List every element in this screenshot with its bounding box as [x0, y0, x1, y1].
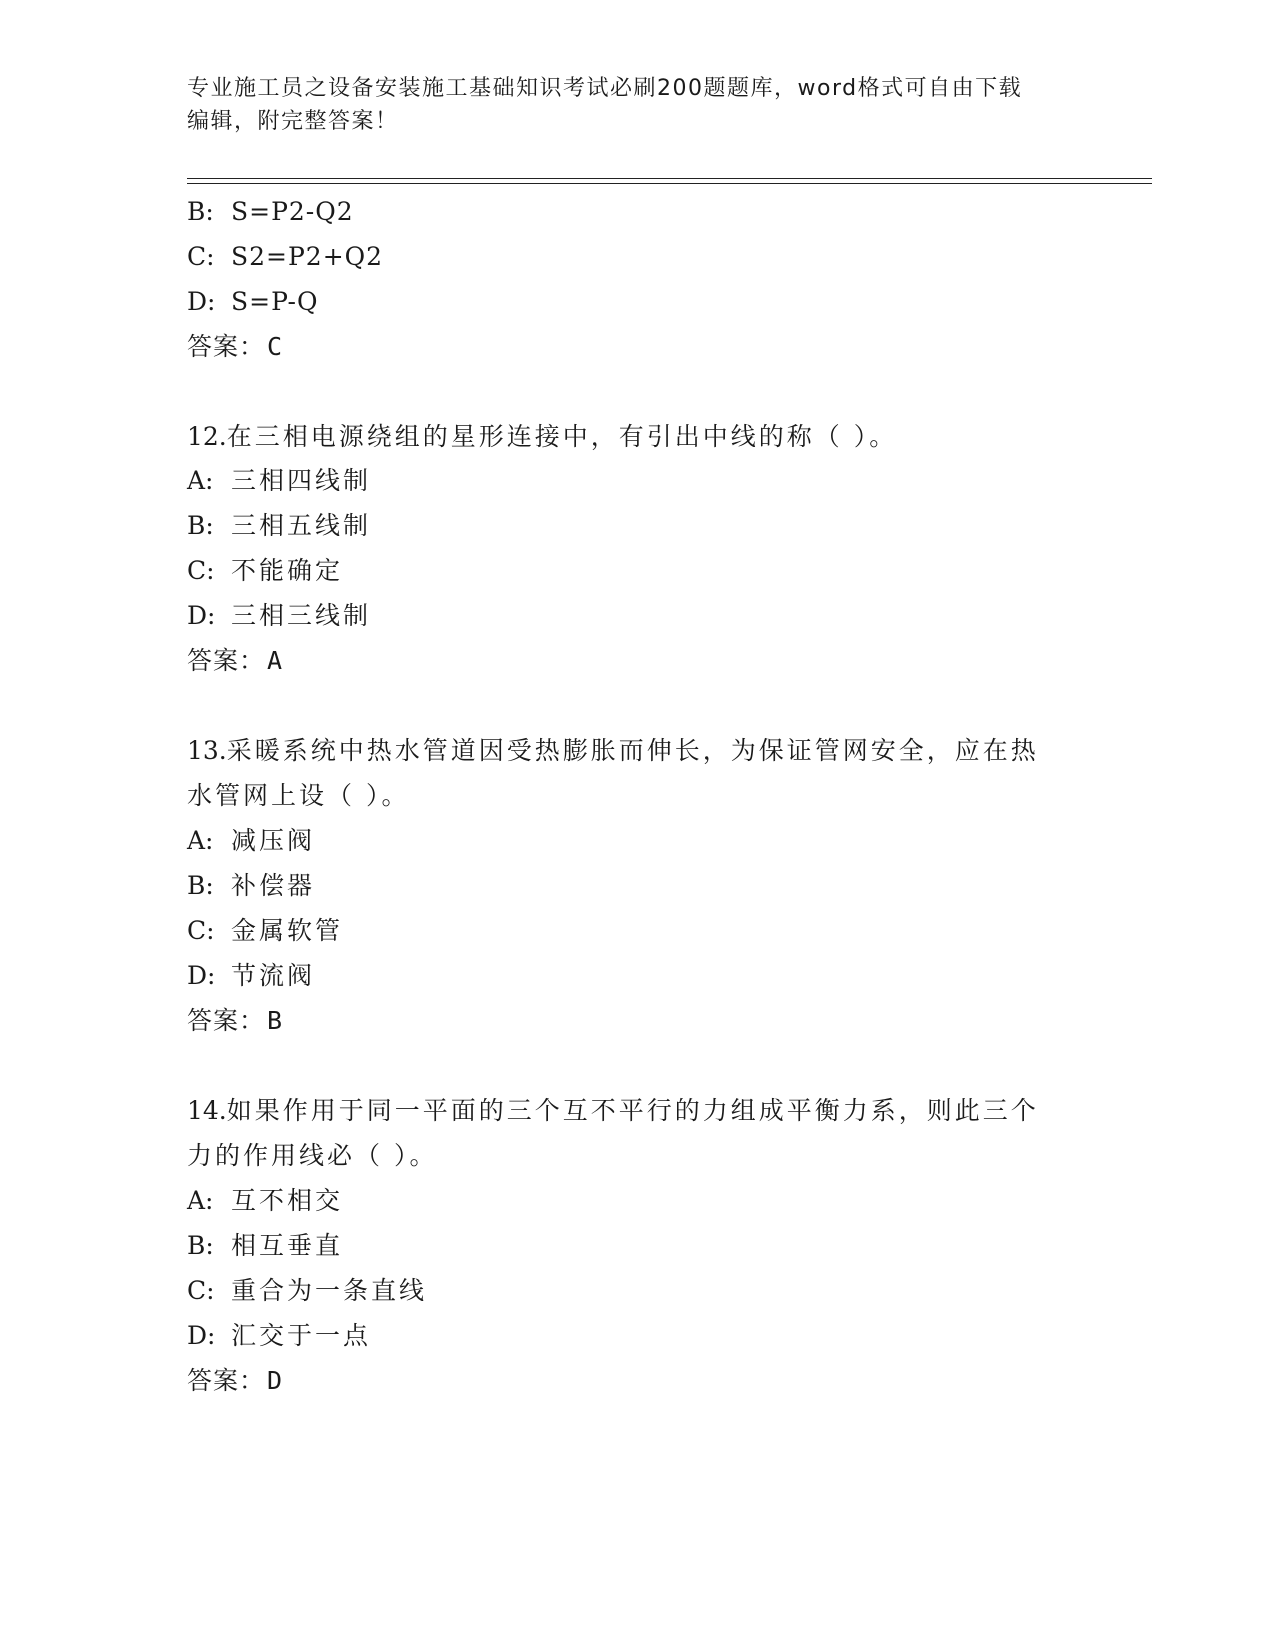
option-key: A: — [187, 1186, 214, 1215]
q11-option-d — [187, 286, 318, 318]
option-key: D: — [187, 601, 216, 630]
q13-answer — [187, 1005, 283, 1037]
q11-option-b — [187, 196, 354, 228]
q12-stem — [187, 421, 897, 453]
option-key: C: — [187, 916, 215, 945]
option-text: 减压阀 — [231, 826, 316, 855]
question-number: 13. — [187, 736, 227, 765]
document-header — [187, 72, 1087, 138]
option-key: B: — [187, 871, 214, 900]
option-text: S2=P2+Q2 — [231, 242, 384, 271]
header-line-2: 编辑，附完整答案！ — [187, 109, 399, 134]
option-key: C: — [187, 242, 215, 271]
q14-option-b — [187, 1230, 343, 1262]
option-key: C: — [187, 556, 215, 585]
option-text: 不能确定 — [231, 556, 344, 585]
option-text: 三相三线制 — [231, 601, 372, 630]
question-text: 在三相电源绕组的星形连接中，有引出中线的称（ ）。 — [226, 422, 898, 451]
q11-option-c — [187, 241, 383, 273]
q14-option-c — [187, 1275, 427, 1307]
option-text: 汇交于一点 — [231, 1321, 372, 1350]
q14-option-d — [187, 1320, 371, 1352]
q14-answer — [187, 1365, 283, 1397]
q14-option-a — [187, 1185, 343, 1217]
option-text: 互不相交 — [231, 1186, 344, 1215]
option-text: S=P2-Q2 — [231, 197, 354, 226]
option-text: 三相五线制 — [231, 511, 372, 540]
option-text: S=P-Q — [231, 287, 319, 316]
option-key: D: — [187, 961, 216, 990]
option-key: D: — [187, 287, 216, 316]
q13-option-d — [187, 960, 315, 992]
q14-stem-line-1 — [187, 1095, 1039, 1127]
header-line-1: 专业施工员之设备安装施工基础知识考试必刷200题题库，word格式可自由下载 — [187, 76, 1023, 101]
option-text: 补偿器 — [231, 871, 316, 900]
answer-value: D — [267, 1366, 284, 1395]
option-key: A: — [187, 826, 214, 855]
q13-stem-line-2: 水管网上设（ ）。 — [187, 781, 410, 810]
q12-option-c — [187, 555, 343, 587]
question-text: 如果作用于同一平面的三个互不平行的力组成平衡力系，则此三个 — [226, 1096, 1039, 1125]
option-text: 金属软管 — [231, 916, 344, 945]
q12-option-a — [187, 465, 371, 497]
answer-value: C — [267, 332, 284, 361]
option-key: D: — [187, 1321, 216, 1350]
option-key: C: — [187, 1276, 215, 1305]
header-divider-top — [187, 178, 1152, 179]
option-text: 三相四线制 — [231, 466, 372, 495]
option-key: B: — [187, 511, 214, 540]
answer-label: 答案： — [187, 1366, 266, 1395]
option-text: 重合为一条直线 — [231, 1276, 428, 1305]
answer-value: A — [267, 646, 284, 675]
answer-value: B — [267, 1006, 284, 1035]
option-text: 节流阀 — [231, 961, 316, 990]
option-key: B: — [187, 1231, 214, 1260]
q13-option-c — [187, 915, 343, 947]
q11-answer — [187, 331, 283, 363]
question-number: 12. — [187, 422, 227, 451]
header-divider-bottom — [187, 183, 1152, 184]
q12-option-d — [187, 600, 371, 632]
option-key: B: — [187, 197, 214, 226]
q12-option-b — [187, 510, 371, 542]
question-number: 14. — [187, 1096, 227, 1125]
option-text: 相互垂直 — [231, 1231, 344, 1260]
answer-label: 答案： — [187, 332, 266, 361]
q12-answer — [187, 645, 283, 677]
q13-option-b — [187, 870, 315, 902]
answer-label: 答案： — [187, 1006, 266, 1035]
q14-stem-line-2: 力的作用线必（ ）。 — [187, 1141, 438, 1170]
q13-stem-line-1 — [187, 735, 1039, 767]
option-key: A: — [187, 466, 214, 495]
answer-label: 答案： — [187, 646, 266, 675]
question-text: 采暖系统中热水管道因受热膨胀而伸长，为保证管网安全，应在热 — [226, 736, 1039, 765]
q13-option-a — [187, 825, 315, 857]
